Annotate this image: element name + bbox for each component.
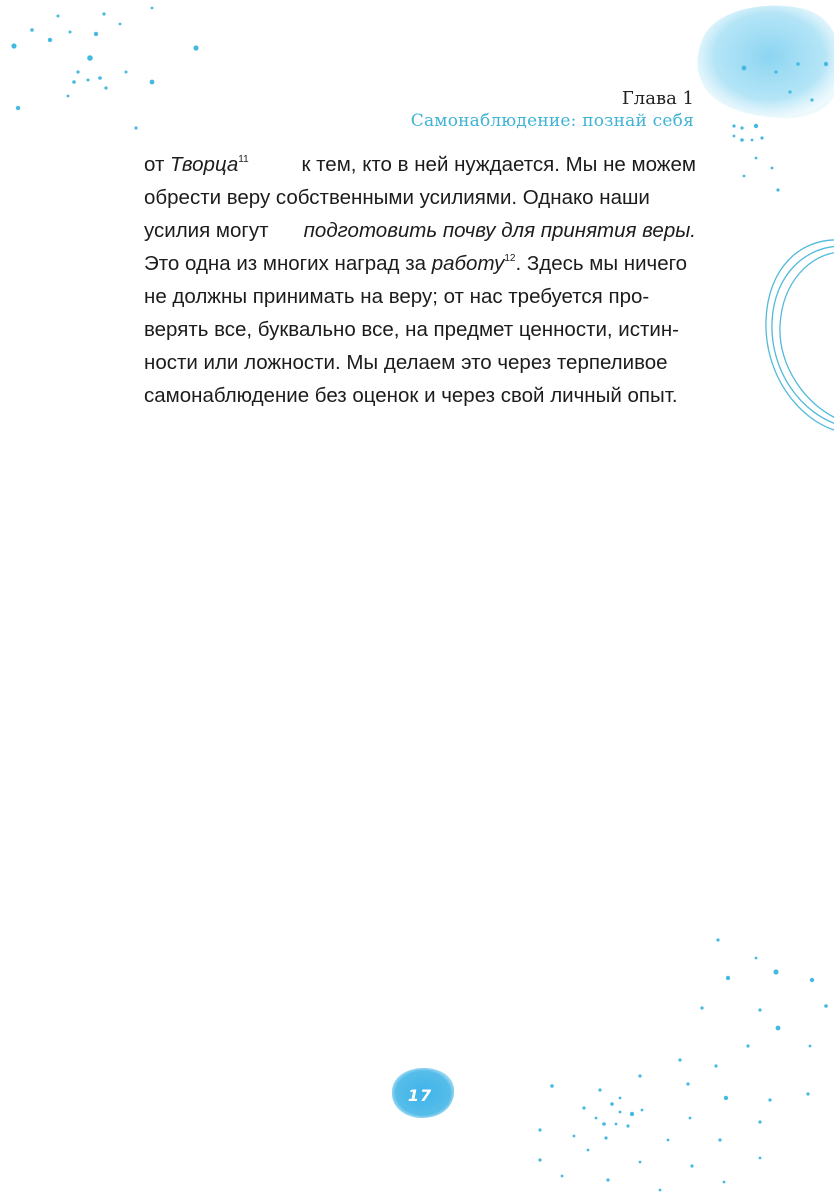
text-fragment: ности или ложности. Мы делаем это через терпеливое (144, 351, 668, 374)
text-fragment: обрести веру собственными усилиями. Однако наши (144, 186, 650, 209)
emphasis-text: подготовить почву для принятия веры. (303, 219, 696, 242)
text-line (144, 280, 696, 313)
text-fragment: не должны принимать на веру; от нас требуется про- (144, 285, 650, 308)
running-header (411, 88, 694, 132)
text-line (144, 346, 696, 379)
chapter-title: Самонаблюдение: познай себя (410, 111, 694, 131)
text-line (144, 313, 696, 346)
bottom-right-dots (538, 938, 827, 1191)
body-paragraph (144, 148, 696, 412)
text-line (144, 379, 696, 412)
top-watercolor-blob (697, 6, 834, 119)
text-fragment: Это одна из многих наград за (144, 252, 427, 275)
footnote-ref: 11 (238, 154, 249, 165)
text-line (144, 247, 696, 280)
right-circle-outline (766, 240, 834, 432)
text-fragment: усилия могут (144, 219, 269, 242)
text-fragment: от (144, 153, 165, 176)
footnote-ref: 12 (504, 253, 516, 264)
emphasis-text: работу (431, 252, 505, 275)
text-line (144, 181, 696, 214)
text-fragment: самонаблюдение без оценок и через свой личный опыт. (144, 384, 678, 407)
emphasis-text: Творца (170, 153, 239, 176)
chapter-label: Глава 1 (621, 88, 694, 109)
text-fragment: . Здесь мы ничего (515, 252, 688, 275)
text-fragment: к тем, кто в ней нуждается. Мы не можем (301, 153, 696, 176)
text-line (144, 148, 696, 181)
page-number: 17 (407, 1086, 433, 1105)
text-line (144, 214, 696, 247)
text-fragment: верять все, буквально все, на предмет ценности, истин- (144, 318, 679, 341)
top-left-dots (11, 7, 198, 130)
